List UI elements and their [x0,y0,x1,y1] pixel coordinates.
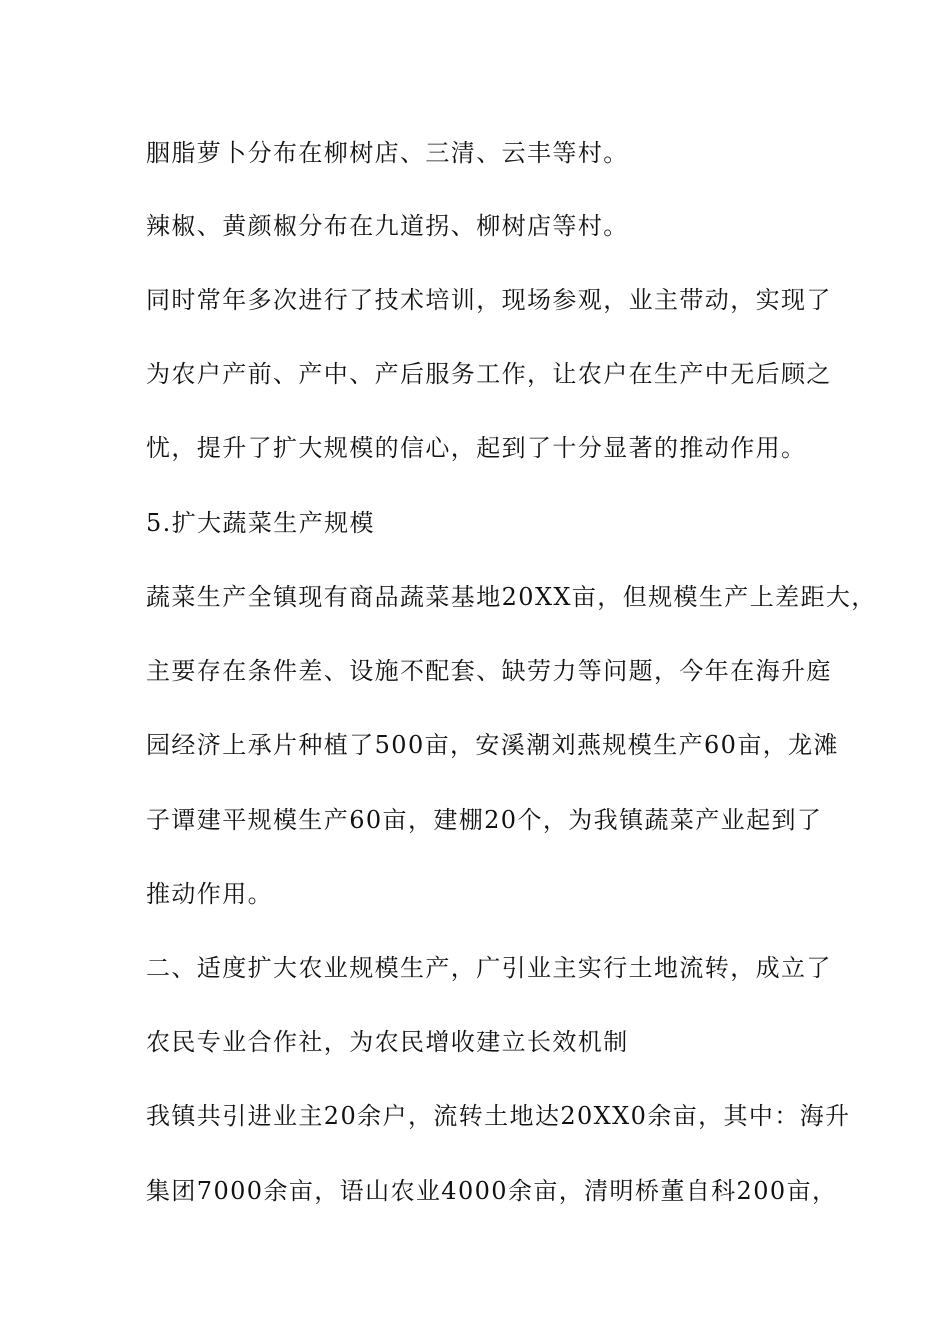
paragraph-line: 蔬菜生产全镇现有商品蔬菜基地20XX亩，但规模生产上差距大， [146,583,877,611]
paragraph-line: 同时常年多次进行了技术培训，现场参观，业主带动，实现了 [146,286,832,314]
paragraph-line: 集团7000余亩，语山农业4000余亩，清明桥董自科200亩， [146,1177,838,1205]
section-heading: 农民专业合作社，为农民增收建立长效机制 [146,1028,629,1056]
paragraph-line: 推动作用。 [146,880,273,908]
paragraph-line: 我镇共引进业主20余户，流转土地达20XX0余亩，其中：海升 [146,1102,851,1130]
paragraph-line: 为农户产前、产中、产后服务工作，让农户在生产中无后顾之 [146,360,832,388]
paragraph-line: 子谭建平规模生产60亩，建棚20个，为我镇蔬菜产业起到了 [146,806,823,834]
section-heading: 二、适度扩大农业规模生产，广引业主实行土地流转，成立了 [146,954,832,982]
paragraph-line: 主要存在条件差、设施不配套、缺劳力等问题，今年在海升庭 [146,657,832,685]
section-heading: 5.扩大蔬菜生产规模 [146,509,375,537]
paragraph-line: 忧，提升了扩大规模的信心，起到了十分显著的推动作用。 [146,434,807,462]
paragraph-line: 辣椒、黄颜椒分布在九道拐、柳树店等村。 [146,212,629,240]
paragraph-line: 胭脂萝卜分布在柳树店、三清、云丰等村。 [146,139,629,167]
paragraph-line: 园经济上承片种植了500亩，安溪潮刘燕规模生产60亩，龙滩 [146,731,839,759]
